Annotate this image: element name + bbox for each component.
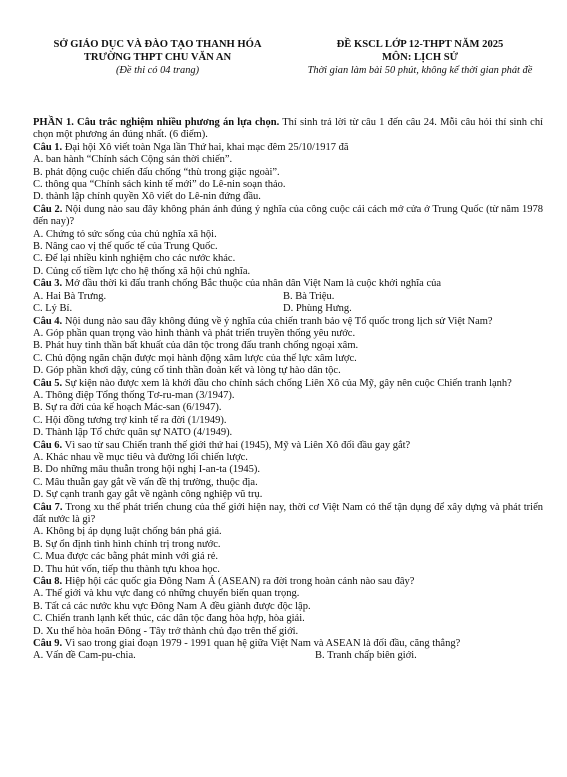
question-label: Câu 9. bbox=[33, 638, 63, 650]
question-9-options-row-1 bbox=[33, 650, 543, 662]
question-stem: Vì sao từ sau Chiến tranh thế giới thứ hai (1945), Mỹ và Liên Xô đối đầu gay gắt? bbox=[62, 439, 411, 451]
question-6-option-a: A. Khác nhau về mục tiêu và đường lối chiến lược. bbox=[33, 451, 248, 463]
question-7-option-d: D. Thu hút vốn, tiếp thu thành tựu khoa học. bbox=[33, 563, 220, 575]
question-8-option-b: B. Tất cả các nước khu vực Đông Nam Á đều giành được độc lập. bbox=[33, 600, 311, 612]
question-stem: Mở đầu thời kì đấu tranh chống Bắc thuộc của nhân dân Việt Nam là cuộc khởi nghĩa của bbox=[62, 278, 442, 290]
question-9 bbox=[33, 638, 543, 650]
question-label: Câu 4. bbox=[33, 315, 63, 327]
question-5-option-c: C. Hội đồng tương trợ kinh tế ra đời (1/1949). bbox=[33, 414, 227, 426]
question-9-option-a: A. Vấn đề Cam-pu-chia. bbox=[33, 650, 136, 662]
question-3-options-row-1 bbox=[33, 291, 543, 303]
subject-name: MÔN: LỊCH SỬ bbox=[381, 52, 459, 63]
question-4-option-b: B. Phát huy tinh thần bất khuất của dân tộc trong đấu tranh chống ngoại xâm. bbox=[33, 340, 359, 352]
question-stem: Nội dung nào sau đây không đúng về ý nghĩa của chiến tranh bảo vệ Tổ quốc trong lịch sử Việt Nam? bbox=[62, 315, 493, 327]
question-7 bbox=[33, 502, 543, 527]
question-4-option-c: C. Chủ động ngăn chặn được mọi hành động xâm lược của thế lực xâm lược. bbox=[33, 352, 357, 364]
question-8 bbox=[33, 576, 543, 588]
question-label: Câu 7. bbox=[33, 501, 63, 513]
question-label: Câu 3. bbox=[33, 278, 63, 290]
question-stem: Đại hội Xô viết toàn Nga lần Thứ hai, khai mạc đêm 25/10/1917 đã bbox=[62, 141, 349, 153]
question-8-option-a: A. Thế giới và khu vực đang có những chuyển biến quan trọng. bbox=[33, 588, 300, 600]
question-label: Câu 6. bbox=[33, 439, 63, 451]
question-9-option-b: B. Tranh chấp biên giới. bbox=[315, 650, 417, 662]
question-2-option-c: C. Để lại nhiều kinh nghiệm cho các nước khác. bbox=[33, 253, 236, 265]
part1-text: Thí sinh trả lời từ câu 1 đến câu 24. Mỗi câu hỏi thí sinh chỉ chọn một phương án đúng nhất. (6 điểm). bbox=[33, 117, 543, 141]
question-1-option-d: D. thành lập chính quyền Xô viết do Lê-nin đứng đầu. bbox=[33, 191, 261, 203]
question-label: Câu 8. bbox=[33, 576, 63, 588]
header-right bbox=[285, 38, 555, 77]
exam-title: ĐỀ KSCL LỚP 12-THPT NĂM 2025 bbox=[336, 39, 504, 50]
question-5-option-b: B. Sự ra đời của kế hoạch Mác-san (6/1947). bbox=[33, 402, 222, 414]
question-6-option-c: C. Mâu thuẫn gay gắt về vấn đề thị trường, thuộc địa. bbox=[33, 476, 258, 488]
question-2-option-d: D. Củng cố tiềm lực cho hệ thống xã hội chủ nghĩa. bbox=[33, 265, 251, 277]
question-7-option-b: B. Sự ổn định tình hình chính trị trong nước. bbox=[33, 538, 221, 550]
question-3-option-a: A. Hai Bà Trưng. bbox=[33, 290, 107, 302]
question-6-option-b: B. Do những mâu thuẫn trong hội nghị I-an-ta (1945). bbox=[33, 464, 261, 476]
question-5-option-a: A. Thông điệp Tổng thống Tơ-ru-man (3/1947). bbox=[33, 389, 235, 401]
question-5-option-d: D. Thành lập Tổ chức quân sự NATO (4/1949). bbox=[33, 427, 233, 439]
question-7-option-a: A. Không bị áp dụng luật chống bán phá giá. bbox=[33, 526, 222, 538]
question-8-option-c: C. Chiến tranh lạnh kết thúc, các dân tộc đang hòa hợp, hòa giải. bbox=[33, 613, 305, 625]
header-left bbox=[30, 38, 285, 77]
question-5 bbox=[33, 378, 543, 390]
time-limit-note: Thời gian làm bài 50 phút, không kể thời gian phát đề bbox=[307, 65, 533, 76]
question-4-option-a: A. Góp phần quan trọng vào hình thành và phát triển truyền thống yêu nước. bbox=[33, 327, 356, 339]
question-4-option-d: D. Góp phần khơi dậy, củng cố tinh thần đoàn kết và lòng tự hào dân tộc. bbox=[33, 365, 341, 377]
question-7-option-c: C. Mua được các bằng phát minh với giá rẻ. bbox=[33, 551, 219, 563]
question-6-option-d: D. Sự cạnh tranh gay gắt về ngành công nghiệp vũ trụ. bbox=[33, 489, 263, 501]
question-stem: Nội dung nào sau đây không phản ánh đúng ý nghĩa của công cuộc cải cách mở cửa ở Trung Quốc (từ năm 1978 đến nay)? bbox=[33, 203, 543, 228]
question-2 bbox=[33, 204, 543, 229]
question-2-option-b: B. Nâng cao vị thế quốc tế của Trung Quốc. bbox=[33, 241, 218, 253]
question-3-options-row-2 bbox=[33, 303, 543, 315]
question-stem: Hiệp hội các quốc gia Đông Nam Á (ASEAN) ra đời trong hoàn cảnh nào sau đây? bbox=[62, 576, 415, 588]
exam-body bbox=[33, 117, 543, 663]
question-1 bbox=[33, 142, 543, 154]
part1-title: PHẦN 1. Câu trắc nghiệm nhiều phương án lựa chọn. bbox=[33, 117, 280, 128]
question-3 bbox=[33, 278, 543, 290]
question-label: Câu 1. bbox=[33, 141, 63, 153]
question-2-option-a: A. Chứng tỏ sức sống của chủ nghĩa xã hội. bbox=[33, 228, 217, 240]
question-1-option-b: B. phát động cuộc chiến đấu chống “thù trong giặc ngoài”. bbox=[33, 166, 280, 178]
question-stem: Trong xu thế phát triển chung của thế giới hiện nay, thời cơ Việt Nam có thể tận dụng để xây dựng và phát triển đất nước là gì? bbox=[33, 501, 543, 525]
question-1-option-c: C. thông qua “Chính sách kinh tế mới” do Lê-nin soạn thảo. bbox=[33, 179, 286, 191]
part1-instructions bbox=[33, 117, 543, 142]
question-4 bbox=[33, 316, 543, 328]
school-name: TRƯỜNG THPT CHU VĂN AN bbox=[83, 52, 232, 63]
question-stem: Sự kiện nào được xem là khởi đầu cho chính sách chống Liên Xô của Mỹ, gây nên cuộc Chiến tranh lạnh? bbox=[62, 377, 512, 389]
question-stem: Vì sao trong giai đoạn 1979 - 1991 quan hệ giữa Việt Nam và ASEAN là đối đầu, căng thẳng? bbox=[62, 638, 461, 650]
question-3-option-d: D. Phùng Hưng. bbox=[283, 303, 352, 315]
question-1-option-a: A. ban hành “Chính sách Cộng sản thời chiến”. bbox=[33, 154, 233, 166]
page-count-note: (Đề thi có 04 trang) bbox=[115, 65, 200, 76]
question-8-option-d: D. Xu thế hòa hoãn Đông - Tây trở thành chủ đạo trên thế giới. bbox=[33, 625, 299, 637]
question-3-option-b: B. Bà Triệu. bbox=[283, 290, 335, 302]
department-name: SỞ GIÁO DỤC VÀ ĐÀO TẠO THANH HÓA bbox=[53, 39, 262, 50]
question-label: Câu 2. bbox=[33, 203, 63, 215]
question-6 bbox=[33, 440, 543, 452]
question-label: Câu 5. bbox=[33, 377, 63, 389]
question-3-option-c: C. Lý Bí. bbox=[33, 303, 73, 315]
